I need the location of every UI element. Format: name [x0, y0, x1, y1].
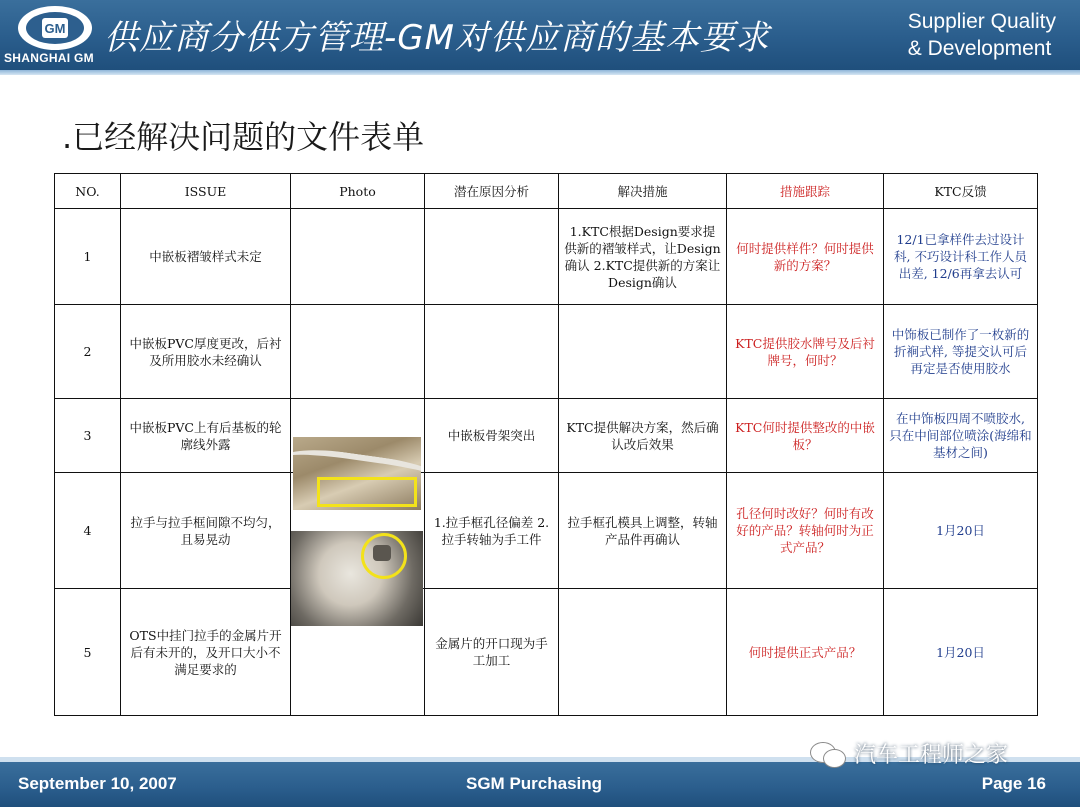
header-divider — [0, 70, 1080, 75]
row-tracking: 何时提供样件？何时提供新的方案？ — [727, 209, 884, 305]
row-feedback: 12/1已拿样件去过设计科, 不巧设计科工作人员出差, 12/6再拿去认可 — [884, 209, 1038, 305]
row-issue: 中嵌板PVC上有后基板的轮廓线外露 — [121, 399, 291, 473]
header-issue: ISSUE — [121, 174, 291, 209]
row-no: 2 — [55, 305, 121, 399]
row-feedback: 在中饰板四周不喷胶水, 只在中间部位喷涂(海绵和基材之间) — [884, 399, 1038, 473]
handle-pivot-photo — [291, 531, 423, 626]
header-cause: 潜在原因分析 — [425, 174, 559, 209]
footer-date: September 10, 2007 — [18, 774, 177, 793]
row-photo — [291, 473, 425, 589]
page-number: Page 16 — [981, 774, 1046, 793]
table-row — [55, 589, 1038, 716]
row-no: 1 — [55, 209, 121, 305]
row-no: 5 — [55, 589, 121, 716]
issue-table — [54, 173, 1038, 716]
row-no: 4 — [55, 473, 121, 589]
logo-text: SHANGHAI GM — [4, 51, 94, 65]
row-feedback: 中饰板已制作了一枚新的折裥式样, 等提交认可后再定是否使用胶水 — [884, 305, 1038, 399]
department-line-2: & Development — [907, 37, 1052, 60]
row-solution: 1.KTC根据Design要求提供新的褶皱样式，让Design确认 2.KTC提供新的方案让Design确认 — [559, 209, 727, 305]
header-tracking: 措施跟踪 — [727, 174, 884, 209]
header-band — [0, 0, 1080, 70]
department-line-1: Supplier Quality — [907, 10, 1056, 33]
row-solution: 拉手框孔模具上调整，转轴产品件再确认 — [559, 473, 727, 589]
row-solution — [559, 589, 727, 716]
row-issue: OTS中挂门拉手的金属片开后有未开的，及开口大小不满足要求的 — [121, 589, 291, 716]
row-issue: 中嵌板褶皱样式未定 — [121, 209, 291, 305]
row-cause — [425, 209, 559, 305]
title-bullet: . — [62, 118, 73, 156]
row-photo — [291, 399, 425, 473]
row-solution — [559, 305, 727, 399]
row-tracking: 孔径何时改好？何时有改好的产品？转轴何时为正式产品？ — [727, 473, 884, 589]
row-feedback: 1月20日 — [884, 589, 1038, 716]
table-row — [55, 399, 1038, 473]
row-tracking: 何时提供正式产品？ — [727, 589, 884, 716]
header-department — [908, 8, 1056, 62]
row-tracking: KTC提供胶水牌号及后衬牌号，何时？ — [727, 305, 884, 399]
row-feedback: 1月20日 — [884, 473, 1038, 589]
wechat-icon — [810, 740, 846, 768]
row-issue: 拉手与拉手框间隙不均匀，且易晃动 — [121, 473, 291, 589]
table-row — [55, 209, 1038, 305]
table-row — [55, 305, 1038, 399]
table-row — [55, 473, 1038, 589]
row-cause — [425, 305, 559, 399]
highlight-circle — [361, 533, 407, 579]
row-cause: 1.拉手框孔径偏差 2.拉手转轴为手工件 — [425, 473, 559, 589]
gm-logo-mark: GM — [42, 18, 68, 38]
row-no: 3 — [55, 399, 121, 473]
row-photo — [291, 209, 425, 305]
footer-department: SGM Purchasing — [466, 774, 603, 793]
row-tracking: KTC何时提供整改的中嵌板？ — [727, 399, 884, 473]
watermark — [810, 738, 1008, 769]
row-cause: 金属片的开口现为手工加工 — [425, 589, 559, 716]
watermark-text: 汽车工程师之家 — [854, 743, 1009, 768]
header-solution: 解决措施 — [559, 174, 727, 209]
row-issue: 中嵌板PVC厚度更改，后衬及所用胶水未经确认 — [121, 305, 291, 399]
slide-title — [62, 112, 424, 158]
row-photo — [291, 305, 425, 399]
table-header-row — [55, 174, 1038, 209]
row-cause: 中嵌板骨架突出 — [425, 399, 559, 473]
row-solution: KTC提供解决方案，然后确认改后效果 — [559, 399, 727, 473]
header-photo: Photo — [291, 174, 425, 209]
header-no: NO. — [55, 174, 121, 209]
slide-title-text: 已经解决问题的文件表单 — [72, 118, 425, 156]
header-feedback: KTC反馈 — [884, 174, 1038, 209]
header-title: 供应商分供方管理-GM对供应商的基本要求 — [104, 18, 770, 58]
sgm-logo — [18, 6, 92, 50]
